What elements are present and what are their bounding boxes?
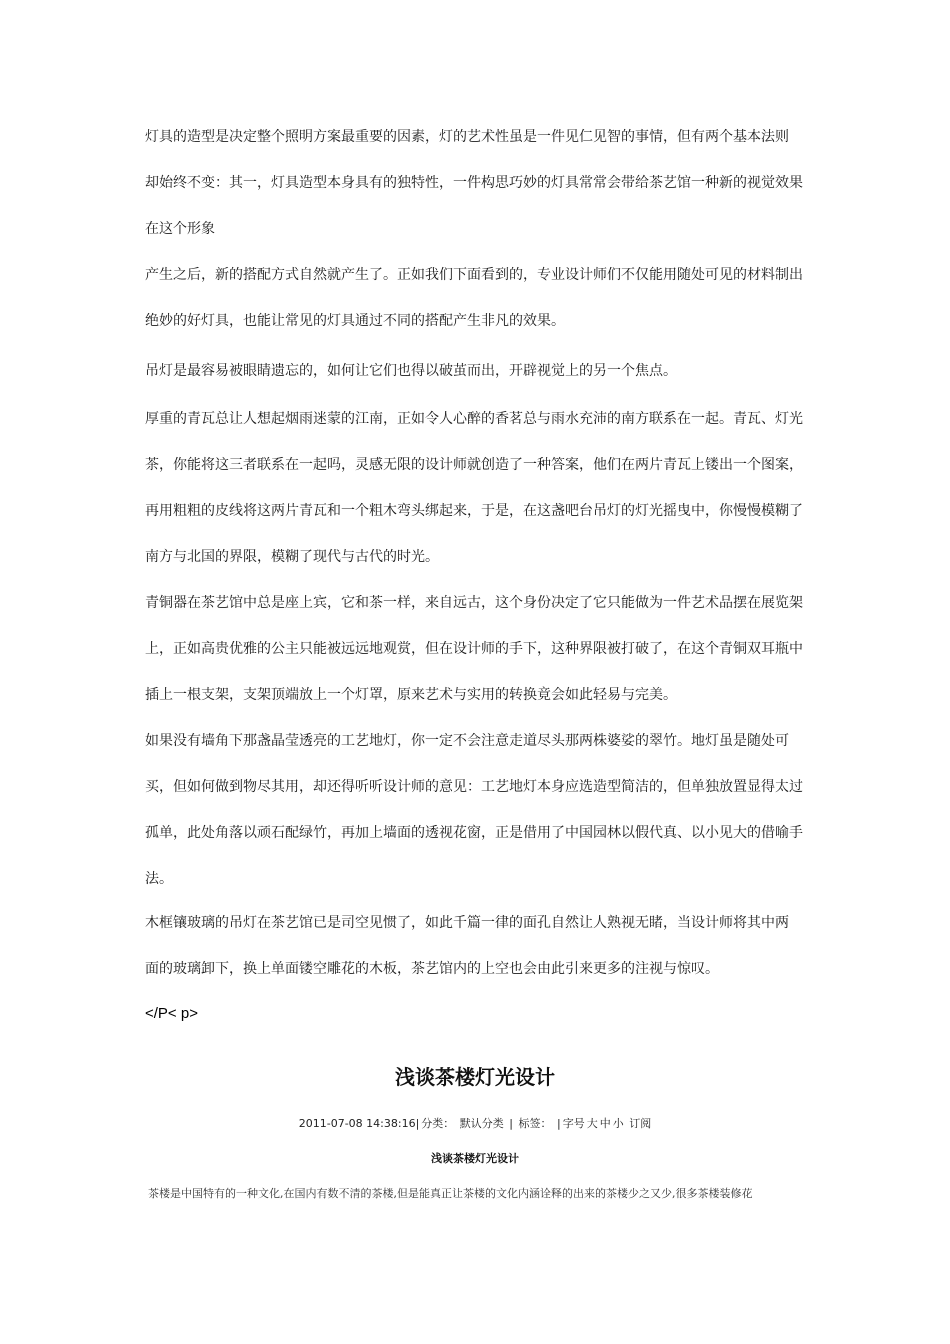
meta-separator: | (509, 1117, 514, 1130)
paragraph-line: 插上一根支架，支架顶端放上一个灯罩，原来艺术与实用的转换竟会如此轻易与完美。 (145, 687, 677, 703)
paragraph-line: 面的玻璃卸下，换上单面镂空雕花的木板，茶艺馆内的上空也会由此引来更多的注视与惊叹。 (145, 961, 719, 977)
font-size-small-link[interactable]: 小 (612, 1117, 624, 1130)
article-intro: 茶楼是中国特有的一种文化,在国内有数不清的茶楼,但是能真正让茶楼的文化内涵诠释的出来的茶楼少之又少,很多茶楼装修花 (148, 1187, 753, 1200)
font-size-medium-link[interactable]: 中 (599, 1117, 611, 1130)
paragraph-line: 南方与北国的界限，模糊了现代与古代的时光。 (145, 549, 439, 565)
tags-label: 标签： (518, 1117, 552, 1130)
paragraph-line: 如果没有墙角下那盏晶莹透亮的工艺地灯，你一定不会注意走道尽头那两株婆娑的翠竹。地灯虽是随处可 (145, 733, 789, 749)
subscribe-link[interactable]: 订阅 (629, 1117, 652, 1130)
stray-html-tag: </P< p> (145, 1005, 198, 1022)
font-size-large-link[interactable]: 大 (586, 1117, 598, 1130)
paragraph-line: 灯具的造型是决定整个照明方案最重要的因素，灯的艺术性虽是一件见仁见智的事情，但有两个基本法则 (145, 129, 789, 145)
category-link[interactable]: 默认分类 (459, 1117, 504, 1130)
article-meta (0, 1117, 950, 1131)
meta-separator: | (557, 1117, 561, 1130)
paragraph-line: 买，但如何做到物尽其用，却还得听听设计师的意见：工艺地灯本身应选造型简洁的，但单独放置显得太过 (145, 779, 803, 795)
paragraph-line: 吊灯是最容易被眼睛遗忘的，如何让它们也得以破茧而出，开辟视觉上的另一个焦点。 (145, 363, 677, 379)
paragraph-line: 上，正如高贵优雅的公主只能被远远地观赏，但在设计师的手下，这种界限被打破了，在这个青铜双耳瓶中 (145, 641, 803, 657)
paragraph-line: 再用粗粗的皮线将这两片青瓦和一个粗木弯头绑起来，于是，在这盏吧台吊灯的灯光摇曳中，你慢慢模糊了 (145, 503, 803, 519)
font-size-label: 字号 (562, 1117, 585, 1130)
paragraph-line: 产生之后，新的搭配方式自然就产生了。正如我们下面看到的，专业设计师们不仅能用随处可见的材料制出 (145, 267, 803, 283)
paragraph-line: 孤单，此处角落以顽石配绿竹，再加上墙面的透视花窗，正是借用了中国园林以假代真、以小见大的借喻手 (145, 825, 803, 841)
paragraph-line: 法。 (145, 871, 173, 887)
category-label: 分类： (421, 1117, 455, 1130)
article-subtitle: 浅谈茶楼灯光设计 (431, 1152, 519, 1165)
post-datetime: 2011-07-08 14:38:16| (298, 1117, 420, 1130)
paragraph-line: 在这个形象 (145, 221, 215, 237)
paragraph-line: 茶，你能将这三者联系在一起吗，灵感无限的设计师就创造了一种答案，他们在两片青瓦上镂出一个图案， (145, 457, 803, 473)
paragraph-line: 绝妙的好灯具，也能让常见的灯具通过不同的搭配产生非凡的效果。 (145, 313, 565, 329)
paragraph-line: 木框镶玻璃的吊灯在茶艺馆已是司空见惯了，如此千篇一律的面孔自然让人熟视无睹，当设计师将其中两 (145, 915, 789, 931)
paragraph-line: 厚重的青瓦总让人想起烟雨迷蒙的江南，正如令人心醉的香茗总与雨水充沛的南方联系在一起。青瓦、灯光 (145, 411, 803, 427)
paragraph-line: 却始终不变：其一，灯具造型本身具有的独特性，一件构思巧妙的灯具常常会带给茶艺馆一种新的视觉效果 (145, 175, 803, 191)
paragraph-line: 青铜器在茶艺馆中总是座上宾，它和茶一样，来自远古，这个身份决定了它只能做为一件艺术品摆在展览架 (145, 595, 803, 611)
article-title: 浅谈茶楼灯光设计 (395, 1065, 555, 1089)
